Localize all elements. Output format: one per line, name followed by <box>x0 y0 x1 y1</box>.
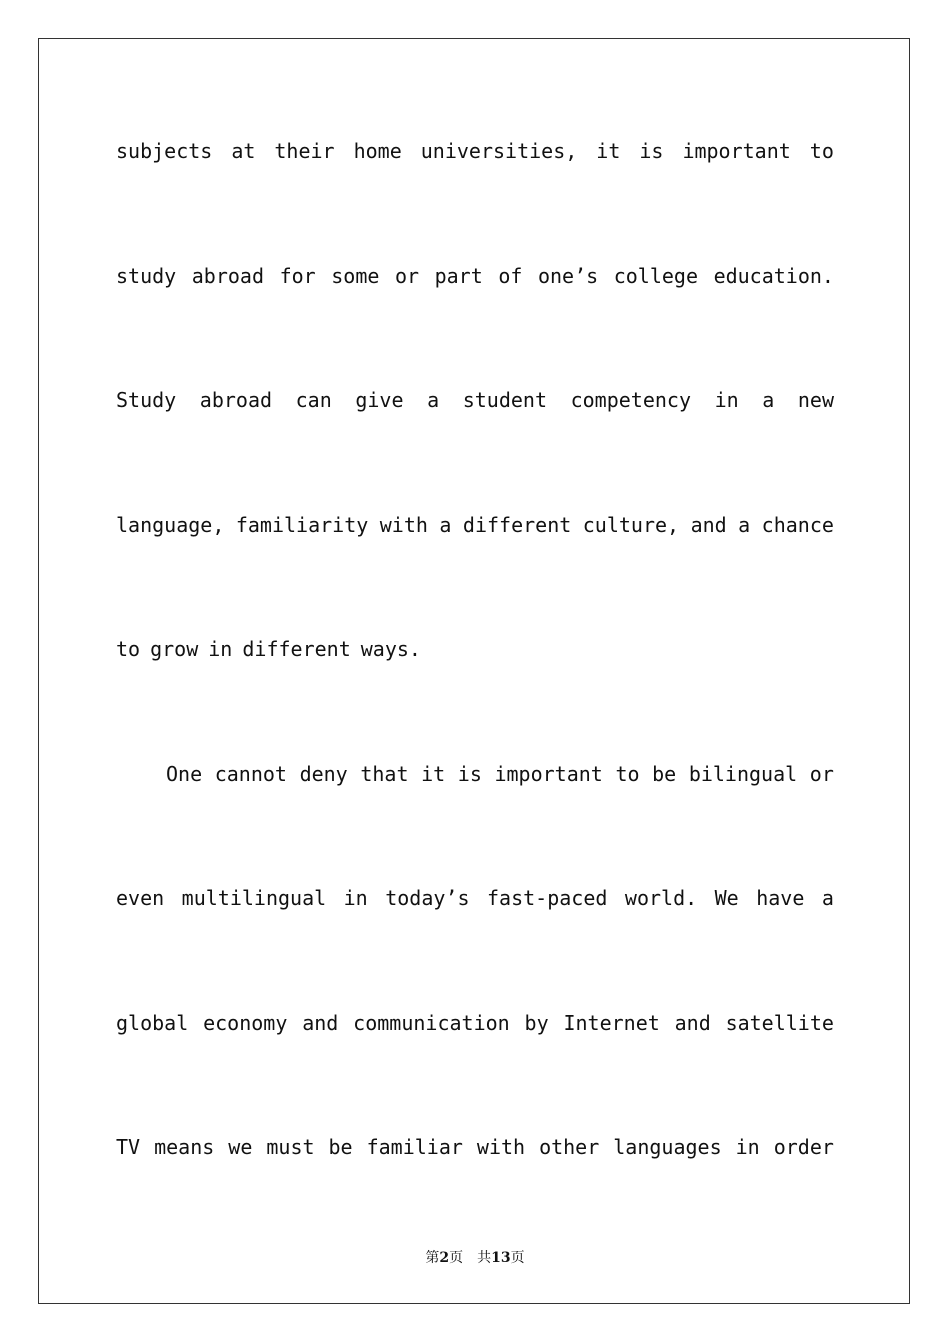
text-line <box>116 261 834 291</box>
text-line <box>116 510 834 540</box>
word: be <box>652 762 677 786</box>
word: other <box>539 1135 600 1159</box>
word: deny <box>299 762 348 786</box>
word: ways. <box>360 637 421 661</box>
word: a <box>762 388 775 412</box>
word: a <box>427 388 440 412</box>
word: subjects <box>116 139 213 163</box>
word: or <box>394 264 420 288</box>
word: in <box>714 388 739 412</box>
total-page-count: 13 <box>491 1250 511 1266</box>
word: familiarity <box>235 513 369 537</box>
word: Internet <box>563 1011 660 1035</box>
word: universities, <box>420 139 578 163</box>
word: it <box>421 762 446 786</box>
word: competency <box>570 388 691 412</box>
word: abroad <box>199 388 273 412</box>
page-footer <box>0 1247 950 1267</box>
word: communication <box>353 1011 510 1035</box>
word: of <box>498 264 523 288</box>
word: in <box>735 1135 760 1159</box>
text-line <box>116 759 834 789</box>
word: multilingual <box>181 886 327 910</box>
word: and <box>674 1011 711 1035</box>
footer-page-suffix: 页 <box>449 1250 464 1266</box>
text-line <box>116 385 834 415</box>
word: or <box>809 762 834 786</box>
footer-prefix: 第 <box>425 1250 440 1266</box>
word: must <box>266 1135 315 1159</box>
word: at <box>231 139 256 163</box>
word: important <box>682 139 791 163</box>
word: to <box>809 139 834 163</box>
word: a <box>821 886 834 910</box>
word: is <box>457 762 482 786</box>
word: different <box>242 637 351 661</box>
word: their <box>274 139 335 163</box>
word: languages <box>613 1135 722 1159</box>
footer-total-suffix: 页 <box>510 1250 525 1266</box>
word: different <box>462 513 572 537</box>
word: language, <box>116 513 225 537</box>
word: part <box>434 264 483 288</box>
word: with <box>476 1135 526 1159</box>
word: economy <box>203 1011 288 1035</box>
word: a <box>439 513 452 537</box>
word: and <box>302 1011 339 1035</box>
word: can <box>295 388 332 412</box>
word: new <box>797 388 834 412</box>
word: study <box>116 264 177 288</box>
text-line <box>116 1132 834 1162</box>
word: culture, <box>582 513 680 537</box>
word: chance <box>761 513 834 537</box>
word: abroad <box>191 264 265 288</box>
word: today’s <box>385 886 470 910</box>
word: important <box>494 762 603 786</box>
word: student <box>462 388 547 412</box>
text-line <box>116 1008 834 1038</box>
word: familiar <box>366 1135 463 1159</box>
word: we <box>228 1135 253 1159</box>
word: education. <box>713 264 834 288</box>
word: Study <box>116 388 177 412</box>
word: to <box>615 762 640 786</box>
word: for <box>279 264 316 288</box>
current-page-number: 2 <box>439 1250 450 1266</box>
word: bilingual <box>688 762 798 786</box>
word: means <box>154 1135 215 1159</box>
text-line <box>116 634 834 664</box>
word: even <box>116 886 165 910</box>
word: in <box>343 886 368 910</box>
word: one’s <box>537 264 599 288</box>
word: is <box>639 139 664 163</box>
word: to <box>116 637 141 661</box>
word: that <box>360 762 409 786</box>
word: grow <box>150 637 199 661</box>
word: satellite <box>725 1011 834 1035</box>
word: a <box>738 513 751 537</box>
word: fast-paced <box>487 886 608 910</box>
word: TV <box>116 1135 141 1159</box>
word: some <box>331 264 380 288</box>
word: We <box>714 886 739 910</box>
page-border <box>38 38 910 1304</box>
word: college <box>613 264 699 288</box>
text-line <box>116 136 834 166</box>
word: by <box>524 1011 549 1035</box>
word: order <box>773 1135 834 1159</box>
word: have <box>756 886 805 910</box>
word: One <box>166 762 203 786</box>
text-line <box>116 883 834 913</box>
word: home <box>353 139 402 163</box>
word: give <box>355 388 404 412</box>
word: global <box>116 1011 189 1035</box>
word: cannot <box>214 762 287 786</box>
word: and <box>690 513 727 537</box>
word: with <box>379 513 428 537</box>
word: it <box>596 139 621 163</box>
word: world. <box>624 886 698 910</box>
word: in <box>208 637 233 661</box>
footer-total-prefix: 共 <box>477 1250 492 1266</box>
word: be <box>328 1135 353 1159</box>
